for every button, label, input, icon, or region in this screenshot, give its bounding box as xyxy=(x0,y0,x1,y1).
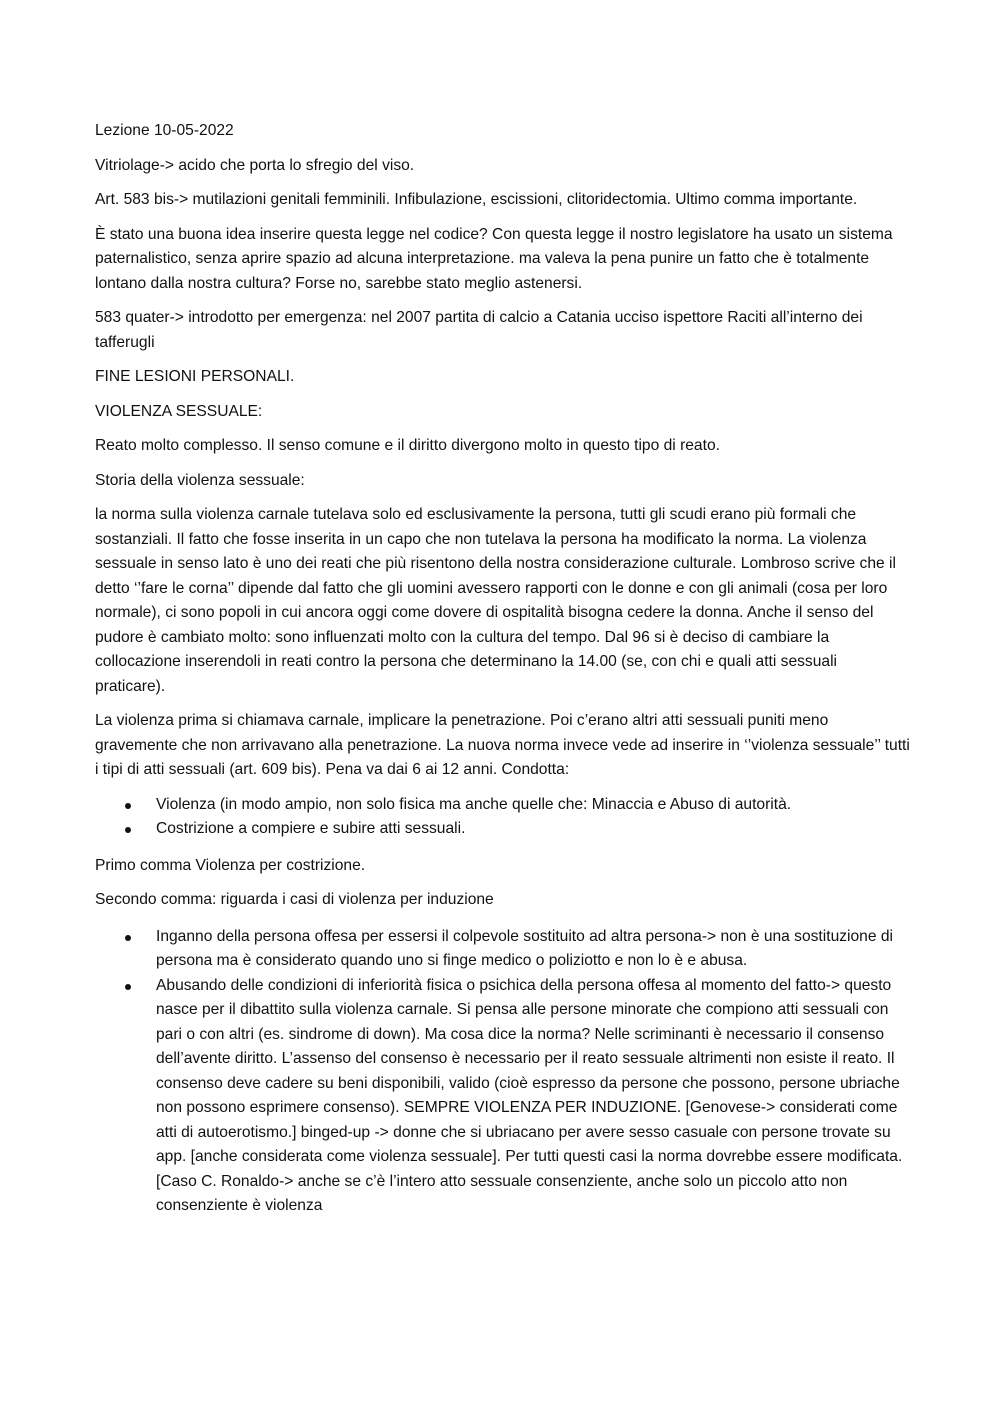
paragraph-history: la norma sulla violenza carnale tutelava solo ed esclusivamente la persona, tutti gli scudi erano più formali che sostanziali. Il fatto che fosse inserita in un capo che non tutelava la persona ha modificato la norma. La violenza sessuale in senso lato è uno dei reati che più risentono della nostra considerazione culturale. Lombroso scrive che il detto ‘’fare le corna’’ dipende dal fatto che gli uomini avessero rapporti con le donne e con gli animali (cosa per loro normale), ci sono popoli in cui ancora oggi come dovere di ospitalità bisogna cedere la donna. Anche il senso del pudore è cambiato molto: sono influenzati molto con la cultura del tempo. Dal 96 si è deciso di cambiare la collocazione inserendoli in reati contro la persona che determinano la 14.00 (se, con chi e quali atti sessuali praticare). xyxy=(95,506,896,695)
list-item xyxy=(95,793,910,818)
list-item xyxy=(95,817,910,842)
paragraph-art-583-bis: Art. 583 bis-> mutilazioni genitali femminili. Infibulazione, escissioni, clitoridectomia. Ultimo comma importante. xyxy=(95,191,858,208)
section-end-personal-injuries: FINE LESIONI PERSONALI. xyxy=(95,368,295,385)
list-item xyxy=(95,925,910,974)
conduct-list xyxy=(95,793,910,842)
list-item-text: Costrizione a compiere e subire atti sessuali. xyxy=(156,820,466,837)
subheading-history: Storia della violenza sessuale: xyxy=(95,471,305,489)
paragraph-first-comma: Primo comma Violenza per costrizione. xyxy=(95,856,366,874)
paragraph-583-quater: 583 quater-> introdotto per emergenza: nel 2007 partita di calcio a Catania ucciso ispettore Raciti all’interno dei tafferugli xyxy=(95,309,863,351)
paragraph-new-norm: La violenza prima si chiamava carnale, implicare la penetrazione. Poi c’erano altri atti sessuali puniti meno gravemente che non arrivavano alla penetrazione. La nuova norma invece vede ad inserire in ‘’violenza sessuale’’ tutti i tipi di atti sessuali (art. 609 bis). Pena va dai 6 ai 12 anni. Condotta: xyxy=(95,712,910,778)
bullet-icon xyxy=(125,984,131,990)
list-item-text: Abusando delle condizioni di inferiorità fisica o psichica della persona offesa al momento del fatto-> questo nasce per il dibattito sulla violenza carnale. Si pensa alle persone minorate che compiono atti sessuali con pari o con altri (es. sindrome di down). Ma cosa dice la norma? Nelle scriminanti è necessario il consenso dell’avente diritto. L’assenso del consenso è necessario per il reato sessuale altrimenti non esiste il reato. Il consenso deve cadere su beni disponibili, valido (cioè espresso da persone che possono, persone ubriache non possono esprimere consenso). SEMPRE VIOLENZA PER INDUZIONE. [Genovese-> considerati come atti di autoerotismo.] binged-up -> donne che si ubriacano per avere sesso casuale con persone trovate su app. [anche considerata come violenza sessuale]. Per tutti questi casi la norma dovrebbe essere modificata. [Caso C. Ronaldo-> anche se c’è l’intero atto sessuale consenziente, anche solo un piccolo atto non consenziente è violenza xyxy=(156,976,903,1214)
lecture-date: Lezione 10-05-2022 xyxy=(95,122,234,139)
document-body xyxy=(95,119,910,1231)
list-item-text: Violenza (in modo ampio, non solo fisica ma anche quelle che: Minaccia e Abuso di autorità. xyxy=(156,795,792,813)
bullet-icon xyxy=(125,827,131,833)
paragraph-second-comma: Secondo comma: riguarda i casi di violenza per induzione xyxy=(95,891,494,908)
bullet-icon xyxy=(125,803,131,809)
list-item-text: Inganno della persona offesa per essersi il colpevole sostituito ad altra persona-> non è una sostituzione di persona ma è considerato quando uno si finge medico o poliziotto e non lo è e abusa. xyxy=(156,927,893,969)
bullet-icon xyxy=(125,935,131,941)
list-item xyxy=(95,974,910,1219)
paragraph-vitriolage: Vitriolage-> acido che porta lo sfregio del viso. xyxy=(95,156,415,174)
paragraph-law-opinion: È stato una buona idea inserire questa legge nel codice? Con questa legge il nostro legislatore ha usato un sistema paternalistico, senza aprire spazio ad alcuna interpretazione. ma valeva la pena punire un fatto che è totalmente lontano dalla nostra cultura? Forse no, sarebbe stato meglio astenersi. xyxy=(95,225,893,292)
paragraph-complex-crime: Reato molto complesso. Il senso comune e il diritto divergono molto in questo tipo di reato. xyxy=(95,437,720,454)
induction-list xyxy=(95,925,910,1219)
section-heading-sexual-violence: VIOLENZA SESSUALE: xyxy=(95,402,263,420)
